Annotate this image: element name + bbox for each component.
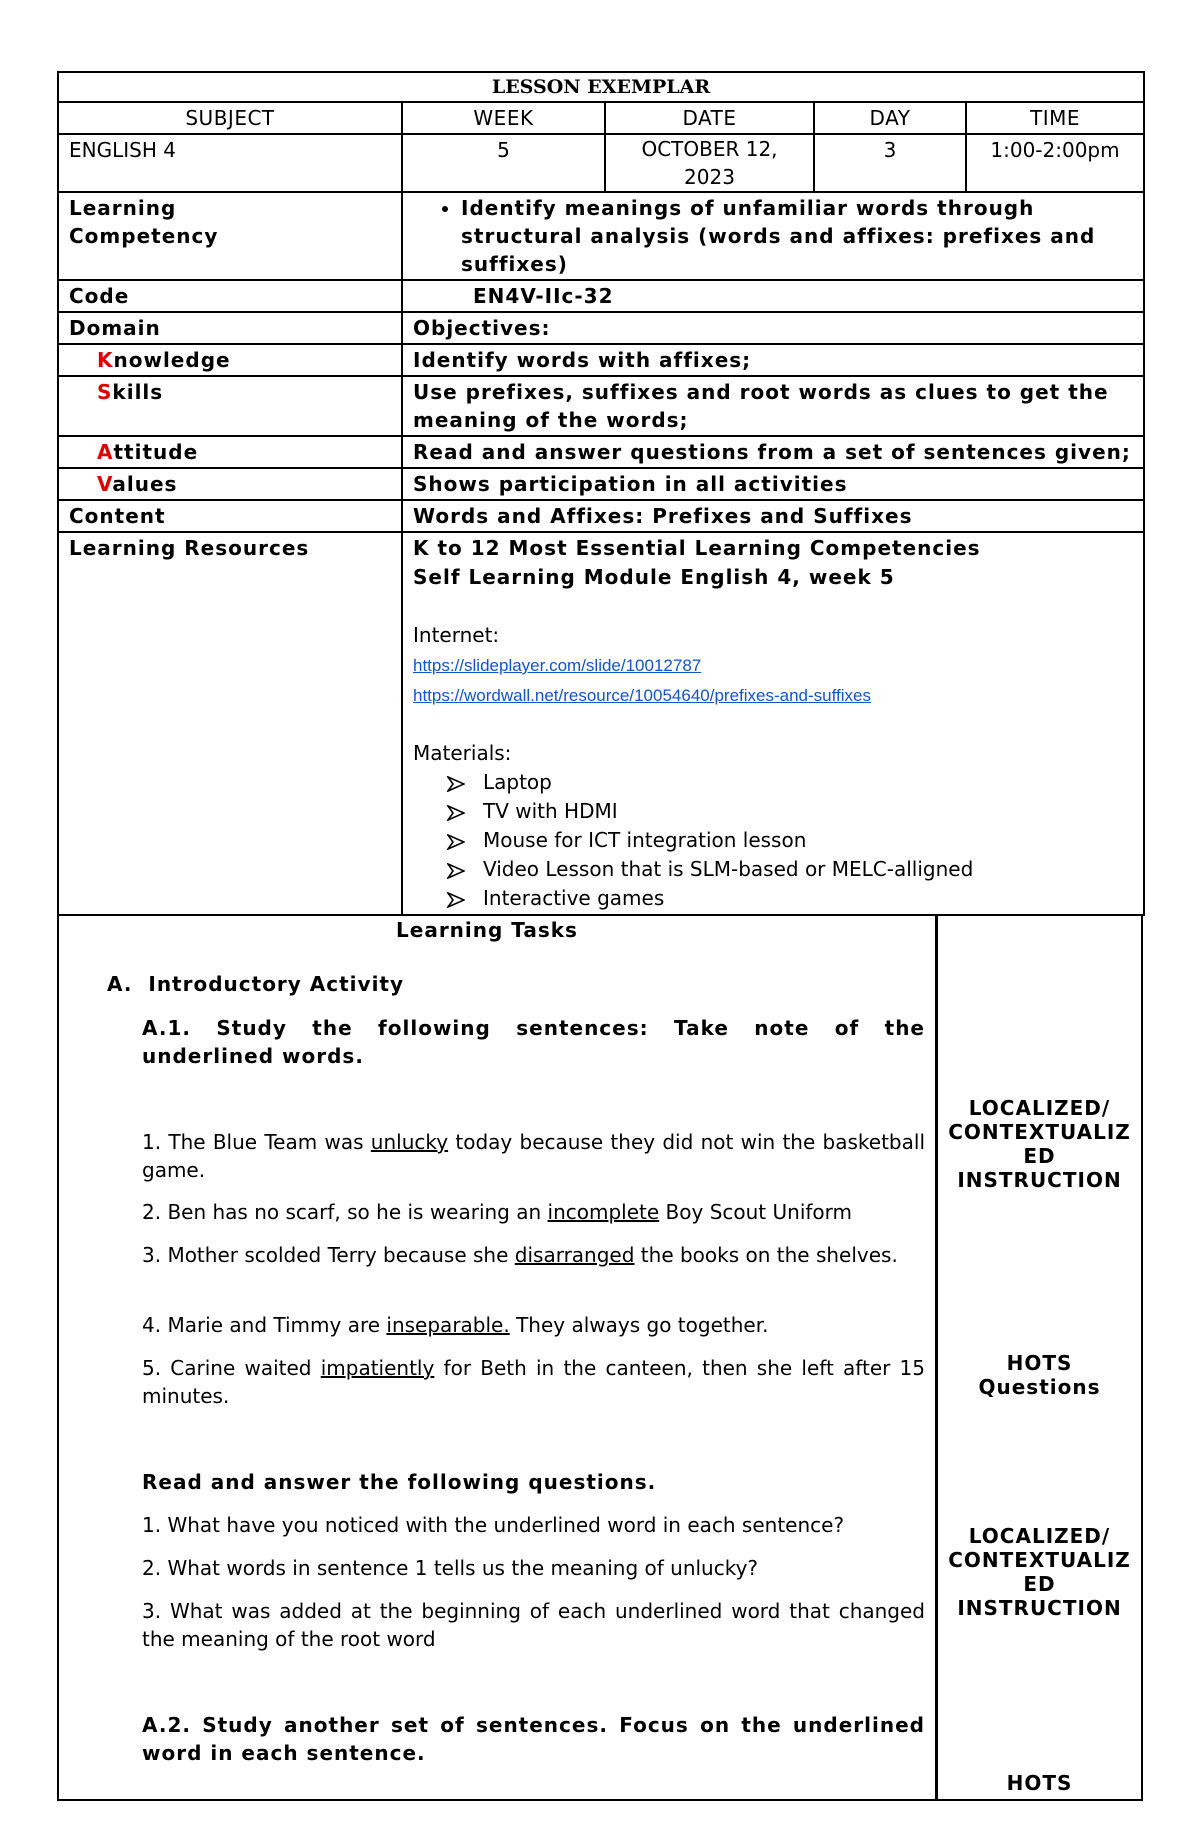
learning-tasks-body (59, 916, 938, 1799)
day-value: 3 (814, 134, 966, 192)
sentence-3: 3. Mother scolded Terry because she disarranged the books on the shelves. (142, 1243, 898, 1267)
sentence-1: 1. The Blue Team was unlucky today because they did not win the basketball game. (142, 1130, 926, 1182)
competency-label: Learning Competency (58, 192, 402, 280)
values-value: Shows participation in all activities (402, 468, 1144, 500)
arrow-bullet-icon (447, 855, 483, 884)
knowledge-label: Knowledge (58, 344, 402, 376)
arrow-bullet-icon (447, 768, 483, 797)
header-subject: SUBJECT (58, 102, 402, 134)
link-slideplayer[interactable]: https://slideplayer.com/slide/10012787 (413, 656, 702, 675)
skills-label: Skills (58, 376, 402, 436)
question-3: 3. What was added at the beginning of each underlined word that changed the meaning of the root word (142, 1599, 925, 1651)
materials-list (413, 768, 1133, 913)
resources-label: Learning Resources (58, 532, 402, 915)
sentence-5: 5. Carine waited impatiently for Beth in the canteen, then she left after 15 minutes. (142, 1356, 926, 1408)
questions-heading: Read and answer the following questions. (142, 1470, 657, 1494)
sentence-2: 2. Ben has no scarf, so he is wearing an incomplete Boy Scout Uniform (142, 1200, 852, 1224)
subject-value: ENGLISH 4 (58, 134, 402, 192)
resources-line-1: K to 12 Most Essential Learning Competencies (413, 536, 981, 560)
content-value: Words and Affixes: Prefixes and Suffixes (402, 500, 1144, 532)
document-title: LESSON EXEMPLAR (58, 72, 1144, 102)
time-value: 1:00-2:00pm (966, 134, 1144, 192)
learning-tasks-section (57, 916, 1143, 1801)
localized-note-2: LOCALIZED/ CONTEXTUALIZ ED INSTRUCTION (948, 1524, 1131, 1620)
resources-cell (402, 532, 1144, 915)
sentence-4: 4. Marie and Timmy are inseparable. They always go together. (142, 1313, 769, 1337)
internet-label: Internet: (413, 623, 500, 647)
a1-heading: A.1. Study the following sentences: Take note of the underlined words. (142, 1016, 925, 1068)
hots-note-2: HOTS (1006, 1771, 1073, 1795)
materials-label: Materials: (413, 741, 512, 765)
arrow-bullet-icon (447, 884, 483, 913)
section-a-heading: A. Introductory Activity (107, 972, 405, 996)
competency-value: • Identify meanings of unfamiliar words through structural analysis (words and affixes: prefixes and suffixes) (461, 194, 1133, 278)
date-value: OCTOBER 12, 2023 (605, 134, 814, 192)
localized-note-1: LOCALIZED/ CONTEXTUALIZ ED INSTRUCTION (948, 1096, 1131, 1192)
resources-line-2: Self Learning Module English 4, week 5 (413, 565, 895, 589)
attitude-label: Attitude (58, 436, 402, 468)
learning-tasks-title: Learning Tasks (396, 918, 578, 942)
header-time: TIME (966, 102, 1144, 134)
objectives-label: Objectives: (402, 312, 1144, 344)
code-value: EN4V-IIc-32 (473, 284, 614, 308)
lesson-exemplar (57, 71, 1143, 1801)
side-notes-column (938, 916, 1141, 1799)
header-date: DATE (605, 102, 814, 134)
arrow-bullet-icon (447, 826, 483, 855)
header-day: DAY (814, 102, 966, 134)
knowledge-value: Identify words with affixes; (402, 344, 1144, 376)
list-item: Video Lesson that is SLM-based or MELC-alligned (413, 855, 1133, 884)
link-wordwall[interactable]: https://wordwall.net/resource/10054640/prefixes-and-suffixes (413, 686, 871, 705)
code-label: Code (58, 280, 402, 312)
question-2: 2. What words in sentence 1 tells us the meaning of unlucky? (142, 1556, 759, 1580)
content-label: Content (58, 500, 402, 532)
list-item: TV with HDMI (413, 797, 1133, 826)
domain-label: Domain (58, 312, 402, 344)
values-label: Values (58, 468, 402, 500)
list-item: Mouse for ICT integration lesson (413, 826, 1133, 855)
attitude-value: Read and answer questions from a set of sentences given; (402, 436, 1144, 468)
list-item: Laptop (413, 768, 1133, 797)
a2-heading: A.2. Study another set of sentences. Focus on the underlined word in each sentence. (142, 1713, 925, 1765)
skills-value: Use prefixes, suffixes and root words as clues to get the meaning of the words; (402, 376, 1144, 436)
week-value: 5 (402, 134, 605, 192)
list-item: Interactive games (413, 884, 1133, 913)
hots-note-1: HOTS Questions (978, 1351, 1101, 1399)
question-1: 1. What have you noticed with the underlined word in each sentence? (142, 1513, 845, 1537)
arrow-bullet-icon (447, 797, 483, 826)
lesson-table (57, 71, 1145, 916)
header-week: WEEK (402, 102, 605, 134)
